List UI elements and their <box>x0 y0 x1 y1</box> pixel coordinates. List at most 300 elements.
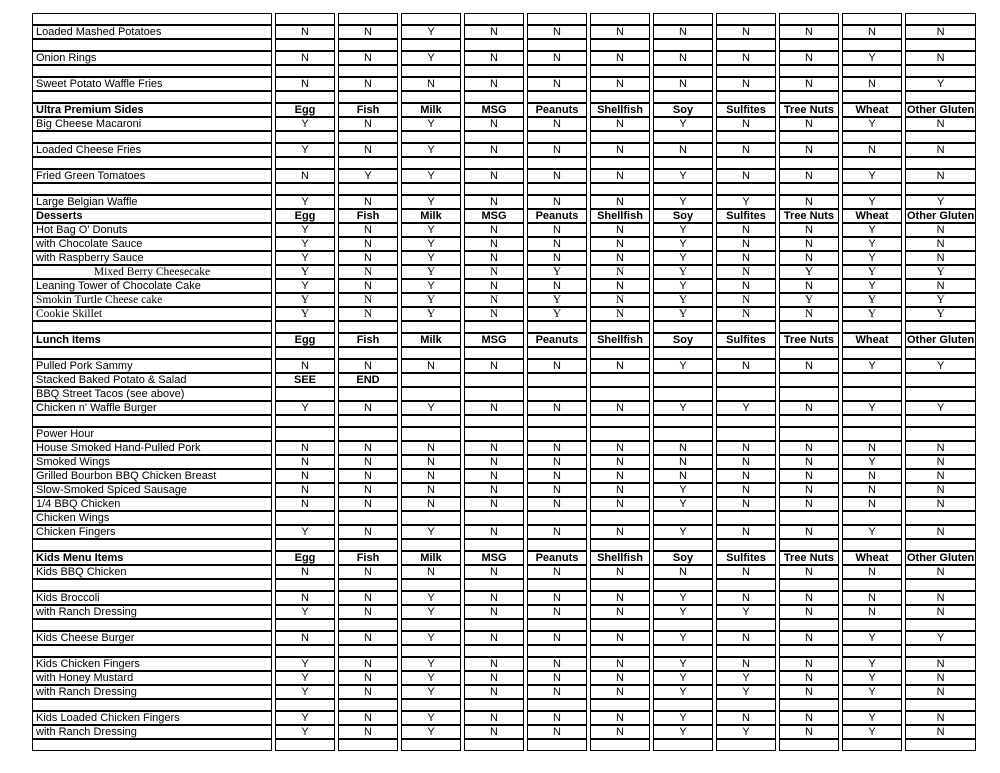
empty-cell <box>464 321 524 333</box>
empty-cell <box>275 13 335 25</box>
allergen-value: N <box>527 359 587 373</box>
allergen-value: N <box>905 497 976 511</box>
item-name <box>32 65 272 77</box>
allergen-value: Y <box>653 251 713 265</box>
allergen-value: N <box>779 455 839 469</box>
empty-cell <box>653 39 713 51</box>
item-name: 1/4 BBQ Chicken <box>32 497 272 511</box>
allergen-column-header: Egg <box>275 209 335 223</box>
allergen-value: N <box>842 469 902 483</box>
allergen-value: N <box>653 25 713 39</box>
empty-cell <box>338 183 398 195</box>
item-name <box>32 347 272 359</box>
allergen-value: N <box>338 307 398 321</box>
empty-cell <box>338 131 398 143</box>
empty-cell <box>275 645 335 657</box>
empty-cell <box>464 91 524 103</box>
allergen-value: N <box>779 525 839 539</box>
allergen-value: N <box>716 591 776 605</box>
spacer-row <box>32 699 976 711</box>
empty-cell <box>905 645 976 657</box>
item-name: Power Hour <box>32 427 272 441</box>
section-header-row <box>32 333 976 347</box>
table-row <box>32 195 976 209</box>
allergen-value: N <box>716 565 776 579</box>
allergen-column-header: MSG <box>464 333 524 347</box>
empty-cell <box>338 699 398 711</box>
allergen-value: N <box>338 251 398 265</box>
allergen-value: N <box>716 497 776 511</box>
allergen-column-header: Other Gluten <box>907 334 975 346</box>
empty-cell <box>905 373 976 387</box>
empty-cell <box>716 739 776 751</box>
allergen-value: N <box>464 455 524 469</box>
allergen-value: Y <box>653 307 713 321</box>
allergen-value: N <box>716 469 776 483</box>
allergen-value: N <box>527 25 587 39</box>
empty-cell <box>779 739 839 751</box>
section-title: Kids Menu Items <box>32 551 272 565</box>
empty-cell <box>527 65 587 77</box>
empty-cell <box>716 321 776 333</box>
allergen-value: N <box>527 441 587 455</box>
item-name <box>32 131 272 143</box>
empty-cell <box>464 579 524 591</box>
allergen-value: N <box>338 605 398 619</box>
table-row <box>32 455 976 469</box>
allergen-value: Y <box>653 293 713 307</box>
allergen-column-header: Sulfites <box>716 551 776 565</box>
allergen-value: Y <box>653 195 713 209</box>
allergen-value: N <box>779 631 839 645</box>
allergen-value: N <box>527 169 587 183</box>
item-name: Sweet Potato Waffle Fries <box>32 77 272 91</box>
empty-cell <box>653 13 713 25</box>
item-name: Leaning Tower of Chocolate Cake <box>32 279 272 293</box>
allergen-value: Y <box>275 143 335 157</box>
empty-cell <box>338 415 398 427</box>
table-row <box>32 591 976 605</box>
allergen-value: N <box>338 565 398 579</box>
empty-cell <box>464 511 524 525</box>
allergen-value: Y <box>401 725 461 739</box>
allergen-value: Y <box>401 657 461 671</box>
allergen-value: N <box>905 711 976 725</box>
allergen-value: N <box>779 143 839 157</box>
empty-cell <box>716 157 776 169</box>
item-name: House Smoked Hand-Pulled Pork <box>32 441 272 455</box>
empty-cell <box>716 579 776 591</box>
allergen-value: Y <box>716 195 776 209</box>
item-name: Large Belgian Waffle <box>32 195 272 209</box>
allergen-value: N <box>338 401 398 415</box>
allergen-value: N <box>338 279 398 293</box>
empty-cell <box>653 65 713 77</box>
allergen-value: Y <box>401 223 461 237</box>
empty-cell <box>401 65 461 77</box>
empty-cell <box>527 619 587 631</box>
allergen-column-header: Peanuts <box>527 551 587 565</box>
allergen-value: N <box>527 251 587 265</box>
allergen-value: N <box>590 497 650 511</box>
allergen-value: Y <box>401 525 461 539</box>
allergen-value: N <box>527 483 587 497</box>
empty-cell <box>275 511 335 525</box>
table-row <box>32 565 976 579</box>
empty-cell <box>338 157 398 169</box>
item-name: Loaded Mashed Potatoes <box>32 25 272 39</box>
item-name: Loaded Cheese Fries <box>32 143 272 157</box>
empty-cell <box>905 739 976 751</box>
empty-cell <box>779 91 839 103</box>
item-name: Kids Loaded Chicken Fingers <box>32 711 272 725</box>
spacer-row <box>32 539 976 551</box>
empty-cell <box>653 415 713 427</box>
empty-cell <box>527 39 587 51</box>
allergen-value: N <box>779 223 839 237</box>
allergen-value: N <box>905 169 976 183</box>
allergen-value: N <box>464 591 524 605</box>
allergen-value: N <box>779 605 839 619</box>
empty-cell <box>590 91 650 103</box>
allergen-value: N <box>653 77 713 91</box>
allergen-value: N <box>464 525 524 539</box>
item-name: Kids BBQ Chicken <box>32 565 272 579</box>
allergen-value: Y <box>716 605 776 619</box>
spacer-row <box>32 619 976 631</box>
empty-cell <box>590 321 650 333</box>
empty-cell <box>905 415 976 427</box>
allergen-value: N <box>590 223 650 237</box>
allergen-value: N <box>905 143 976 157</box>
allergen-value: Y <box>653 279 713 293</box>
allergen-value: N <box>338 711 398 725</box>
allergen-value: N <box>779 169 839 183</box>
empty-cell <box>653 373 713 387</box>
allergen-value: Y <box>401 401 461 415</box>
allergen-value: N <box>464 143 524 157</box>
allergen-value: N <box>590 525 650 539</box>
allergen-value: Y <box>842 195 902 209</box>
empty-cell <box>842 131 902 143</box>
empty-cell <box>590 387 650 401</box>
table-row <box>32 631 976 645</box>
allergen-value: Y <box>275 605 335 619</box>
empty-cell <box>338 645 398 657</box>
allergen-value: Y <box>275 685 335 699</box>
allergen-value: N <box>653 455 713 469</box>
allergen-value: Y <box>842 51 902 65</box>
allergen-value: Y <box>653 359 713 373</box>
allergen-value: N <box>716 711 776 725</box>
allergen-value: Y <box>275 265 335 279</box>
empty-cell <box>338 511 398 525</box>
allergen-value: N <box>905 685 976 699</box>
empty-cell <box>905 539 976 551</box>
allergen-value: Y <box>905 265 976 279</box>
allergen-column-header: Tree Nuts <box>779 333 839 347</box>
table-row <box>32 401 976 415</box>
empty-cell <box>653 619 713 631</box>
table-row <box>32 25 976 39</box>
allergen-value: N <box>779 25 839 39</box>
allergen-column-header: Fish <box>338 551 398 565</box>
allergen-value: N <box>779 237 839 251</box>
allergen-column-header: Egg <box>275 551 335 565</box>
empty-cell <box>464 427 524 441</box>
empty-cell <box>716 13 776 25</box>
allergen-value: N <box>779 279 839 293</box>
empty-cell <box>779 39 839 51</box>
allergen-value: N <box>842 143 902 157</box>
empty-cell <box>716 539 776 551</box>
empty-cell <box>905 321 976 333</box>
empty-cell <box>590 65 650 77</box>
allergen-value: Y <box>905 359 976 373</box>
empty-cell <box>716 39 776 51</box>
allergen-value: N <box>464 251 524 265</box>
empty-cell <box>590 619 650 631</box>
spacer-row <box>32 415 976 427</box>
empty-cell <box>590 13 650 25</box>
allergen-value: N <box>842 77 902 91</box>
item-name: BBQ Street Tacos (see above) <box>32 387 272 401</box>
empty-cell <box>779 415 839 427</box>
allergen-value: N <box>590 631 650 645</box>
empty-cell <box>842 739 902 751</box>
allergen-column-header: Egg <box>275 103 335 117</box>
allergen-value: N <box>338 525 398 539</box>
item-name <box>32 321 272 333</box>
allergen-column-header: MSG <box>464 209 524 223</box>
empty-cell <box>464 157 524 169</box>
empty-cell <box>716 387 776 401</box>
empty-cell <box>338 387 398 401</box>
allergen-value: N <box>653 469 713 483</box>
allergen-value: N <box>464 51 524 65</box>
allergen-value: N <box>275 359 335 373</box>
table-row <box>32 77 976 91</box>
allergen-value: N <box>779 307 839 321</box>
allergen-value: N <box>716 455 776 469</box>
allergen-value: N <box>779 497 839 511</box>
allergen-value: Y <box>653 657 713 671</box>
allergen-value: Y <box>275 711 335 725</box>
empty-cell <box>905 347 976 359</box>
allergen-value: N <box>401 359 461 373</box>
allergen-value: N <box>527 657 587 671</box>
empty-cell <box>338 39 398 51</box>
allergen-value: N <box>590 711 650 725</box>
empty-cell <box>653 579 713 591</box>
allergen-value: N <box>275 51 335 65</box>
empty-cell <box>275 131 335 143</box>
allergen-value: N <box>464 359 524 373</box>
empty-cell <box>401 157 461 169</box>
allergen-value: N <box>842 441 902 455</box>
allergen-value: Y <box>653 525 713 539</box>
allergen-value: N <box>905 279 976 293</box>
allergen-value: Y <box>401 117 461 131</box>
allergen-value: N <box>842 483 902 497</box>
allergen-value: N <box>590 237 650 251</box>
empty-cell <box>275 183 335 195</box>
empty-cell <box>275 739 335 751</box>
allergen-value: N <box>275 631 335 645</box>
allergen-value: Y <box>401 605 461 619</box>
allergen-value: Y <box>905 307 976 321</box>
allergen-value: N <box>779 657 839 671</box>
allergen-value: Y <box>905 293 976 307</box>
table-row <box>32 469 976 483</box>
allergen-value: N <box>464 293 524 307</box>
allergen-value: N <box>716 143 776 157</box>
allergen-value: Y <box>275 293 335 307</box>
allergen-value: N <box>590 469 650 483</box>
empty-cell <box>464 183 524 195</box>
allergen-value: N <box>590 605 650 619</box>
empty-cell <box>653 645 713 657</box>
allergen-value: N <box>401 77 461 91</box>
empty-cell <box>842 511 902 525</box>
empty-cell <box>590 39 650 51</box>
allergen-column-header: Wheat <box>842 551 902 565</box>
empty-cell <box>779 183 839 195</box>
allergen-value: N <box>527 565 587 579</box>
allergen-value: Y <box>653 223 713 237</box>
allergen-value: N <box>338 25 398 39</box>
allergen-value: N <box>905 525 976 539</box>
empty-cell <box>338 347 398 359</box>
empty-cell <box>905 91 976 103</box>
section-header-row <box>32 103 976 117</box>
allergen-value: N <box>842 565 902 579</box>
allergen-value: Y <box>842 401 902 415</box>
empty-cell <box>275 415 335 427</box>
allergen-column-header: Fish <box>338 209 398 223</box>
allergen-value: N <box>590 725 650 739</box>
item-name: with Ranch Dressing <box>32 725 272 739</box>
empty-cell <box>779 579 839 591</box>
allergen-value: Y <box>275 725 335 739</box>
allergen-value: N <box>779 483 839 497</box>
empty-cell <box>716 511 776 525</box>
empty-cell <box>842 645 902 657</box>
empty-cell <box>842 415 902 427</box>
allergen-value: N <box>338 483 398 497</box>
empty-cell <box>275 347 335 359</box>
empty-cell <box>464 131 524 143</box>
empty-cell <box>842 427 902 441</box>
empty-cell <box>401 699 461 711</box>
allergen-value: Y <box>275 671 335 685</box>
empty-cell <box>842 157 902 169</box>
allergen-value: N <box>338 117 398 131</box>
allergen-value: Y <box>275 307 335 321</box>
allergen-value: Y <box>905 631 976 645</box>
allergen-value: Y <box>842 237 902 251</box>
allergen-value: Y <box>842 711 902 725</box>
allergen-value: N <box>716 631 776 645</box>
allergen-value: Y <box>401 251 461 265</box>
empty-cell <box>842 699 902 711</box>
allergen-value: N <box>338 237 398 251</box>
item-name <box>32 699 272 711</box>
empty-cell <box>716 619 776 631</box>
allergen-value: N <box>527 497 587 511</box>
empty-cell <box>401 91 461 103</box>
empty-cell <box>527 645 587 657</box>
allergen-value: Y <box>401 685 461 699</box>
empty-cell <box>527 427 587 441</box>
allergen-value: N <box>716 307 776 321</box>
empty-cell <box>464 13 524 25</box>
allergen-value: Y <box>842 307 902 321</box>
table-row <box>32 223 976 237</box>
empty-cell <box>464 619 524 631</box>
allergen-value: Y <box>653 265 713 279</box>
empty-cell <box>401 373 461 387</box>
item-name: Kids Broccoli <box>32 591 272 605</box>
empty-cell <box>275 539 335 551</box>
item-name: with Chocolate Sauce <box>32 237 272 251</box>
allergen-value: N <box>590 671 650 685</box>
empty-cell <box>464 699 524 711</box>
empty-cell <box>464 65 524 77</box>
allergen-value: N <box>716 293 776 307</box>
allergen-value: N <box>716 265 776 279</box>
allergen-value: N <box>338 631 398 645</box>
allergen-value: N <box>590 143 650 157</box>
allergen-value: N <box>527 605 587 619</box>
section-title: Ultra Premium Sides <box>32 103 272 117</box>
allergen-value: N <box>716 279 776 293</box>
empty-cell <box>905 511 976 525</box>
empty-cell <box>527 91 587 103</box>
allergen-value: N <box>275 469 335 483</box>
allergen-value: N <box>527 237 587 251</box>
spacer-row <box>32 739 976 751</box>
allergen-value: N <box>590 195 650 209</box>
item-name: Cookie Skillet <box>32 307 272 321</box>
allergen-column-header: Milk <box>401 103 461 117</box>
allergen-column-header: Sulfites <box>716 209 776 223</box>
empty-cell <box>779 511 839 525</box>
table-row <box>32 359 976 373</box>
allergen-value: N <box>716 51 776 65</box>
empty-cell <box>401 511 461 525</box>
spacer-row <box>32 157 976 169</box>
section-header-row <box>32 551 976 565</box>
table-row <box>32 671 976 685</box>
allergen-value: Y <box>842 631 902 645</box>
table-row <box>32 427 976 441</box>
empty-cell <box>527 157 587 169</box>
allergen-value: Y <box>401 51 461 65</box>
empty-cell <box>905 579 976 591</box>
allergen-value: Y <box>653 605 713 619</box>
allergen-value: N <box>653 441 713 455</box>
allergen-value: N <box>779 565 839 579</box>
empty-cell <box>275 321 335 333</box>
allergen-value: N <box>653 143 713 157</box>
allergen-value: N <box>464 711 524 725</box>
allergen-value: Y <box>401 591 461 605</box>
empty-cell <box>464 415 524 427</box>
empty-cell <box>716 183 776 195</box>
allergen-table-body <box>32 13 976 751</box>
empty-cell <box>338 321 398 333</box>
